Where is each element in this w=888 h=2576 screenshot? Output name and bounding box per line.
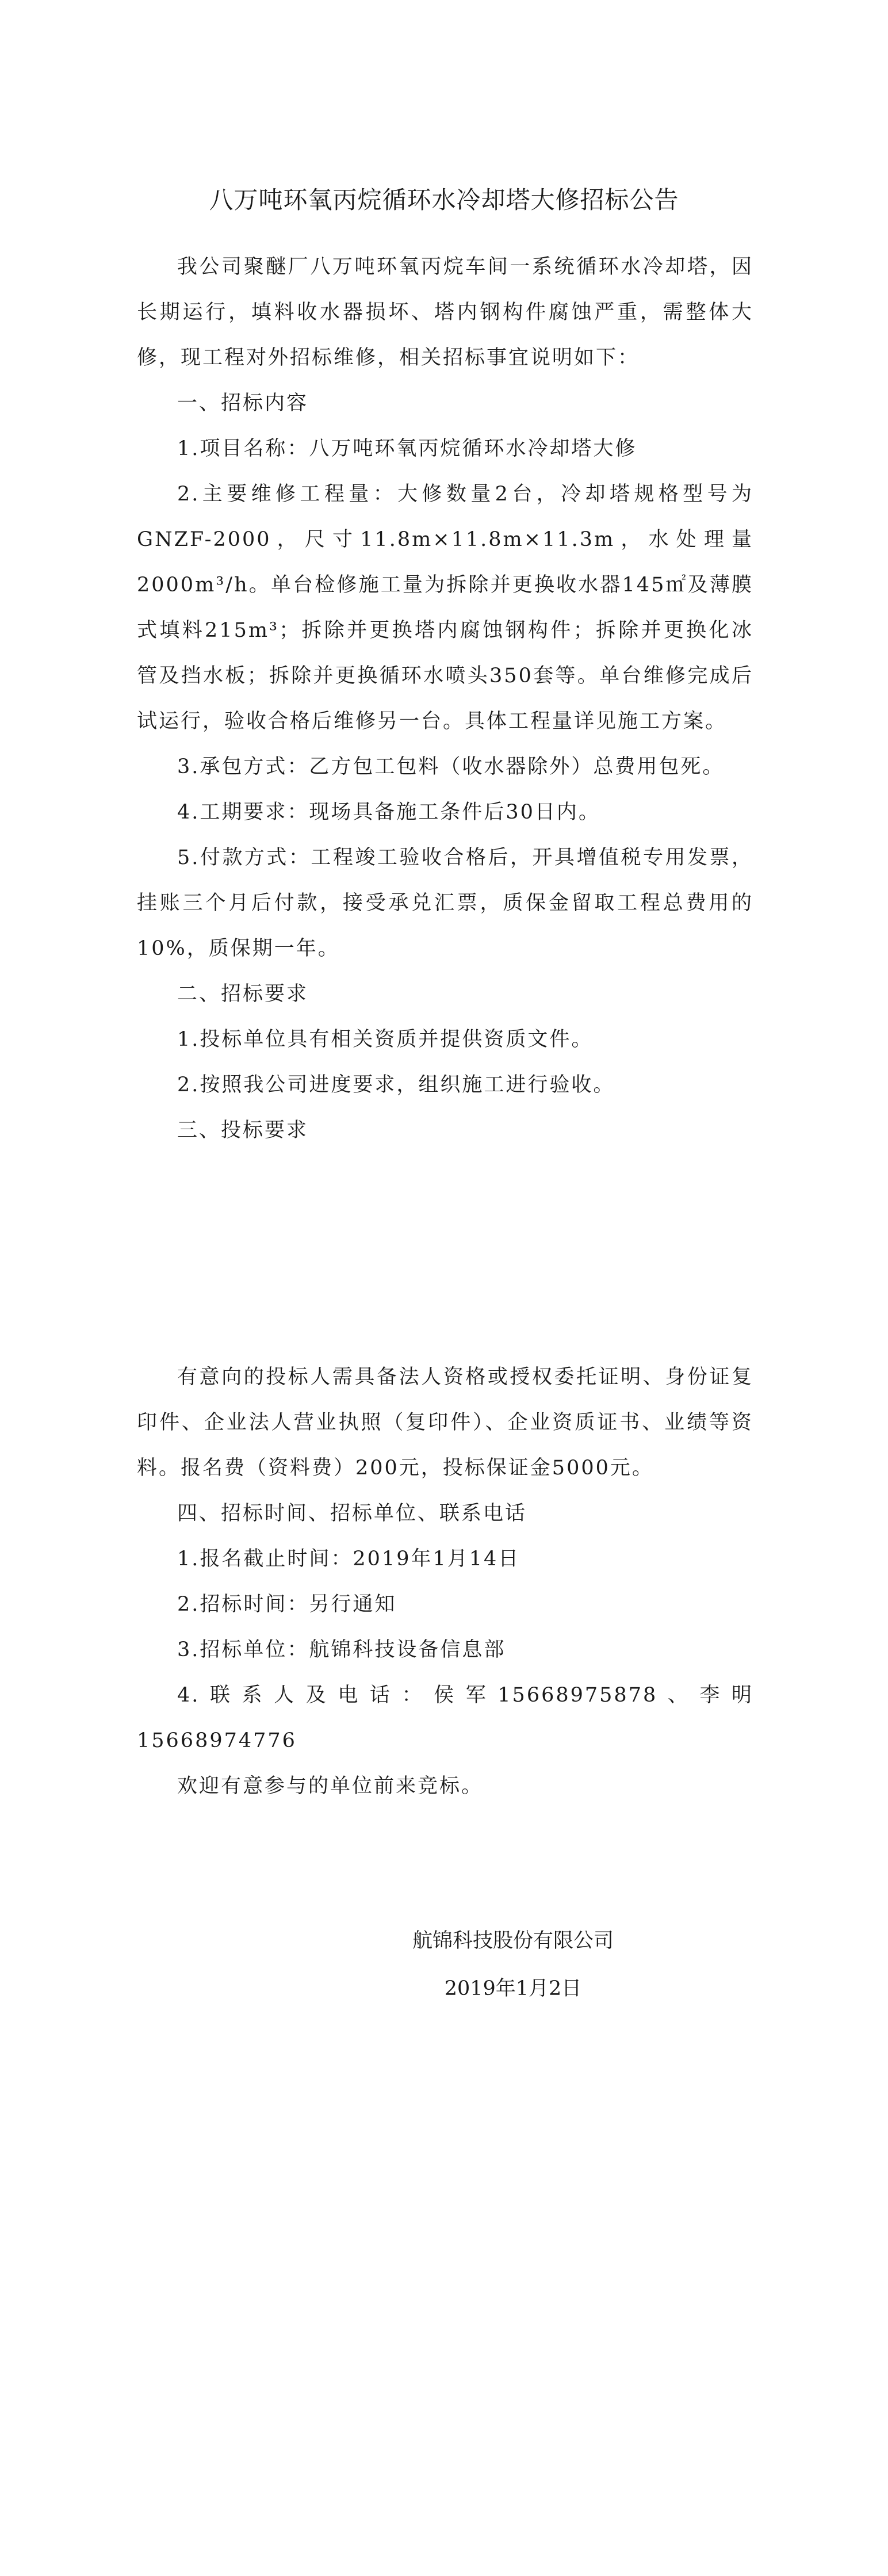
item-payment: 5.付款方式：工程竣工验收合格后，开具增值税专用发票，挂账三个月后付款，接受承兑汇票，质保金留取工程总费用的10%，质保期一年。 bbox=[137, 846, 753, 960]
document-body-part2 bbox=[137, 1355, 753, 1809]
bidder-documents-paragraph: 有意向的投标人需具备法人资格或授权委托证明、身份证复印件、企业法人营业执照（复印件）、企业资质证书、业绩等资料。报名费（资料费）200元，投标保证金5000元。 bbox=[137, 1366, 753, 1480]
document-title: 八万吨环氧丙烷循环水冷却塔大修招标公告 bbox=[209, 186, 679, 214]
item-schedule: 4.工期要求：现场具备施工条件后30日内。 bbox=[177, 801, 600, 824]
section-heading-bid-content: 一、招标内容 bbox=[177, 392, 309, 415]
item-contacts: 4.联系人及电话：侯军15668975878、李明15668974776 bbox=[137, 1684, 753, 1752]
document-body-part1 bbox=[137, 244, 753, 1153]
closing-paragraph: 欢迎有意参与的单位前来竞标。 bbox=[177, 1775, 484, 1798]
item-bid-time: 2.招标时间：另行通知 bbox=[177, 1593, 397, 1616]
intro-paragraph: 我公司聚醚厂八万吨环氧丙烷车间一系统循环水冷却塔，因长期运行，填料收水器损坏、塔内钢构件腐蚀严重，需整体大修，现工程对外招标维修，相关招标事宜说明如下： bbox=[137, 255, 753, 369]
section-heading-time-unit-phone: 四、招标时间、招标单位、联系电话 bbox=[177, 1502, 527, 1525]
item-bid-unit: 3.招标单位：航锦科技设备信息部 bbox=[177, 1638, 506, 1661]
item-qualification: 1.投标单位具有相关资质并提供资质文件。 bbox=[177, 1028, 594, 1051]
item-progress: 2.按照我公司进度要求，组织施工进行验收。 bbox=[177, 1073, 615, 1096]
signature-company: 航锦科技股份有限公司 bbox=[412, 1929, 614, 1952]
item-workload: 2.主要维修工程量：大修数量2台，冷却塔规格型号为GNZF-2000，尺寸11.8m×11.8m×11.3m，水处理量2000m³/h。单台检修施工量为拆除并更换收水器145㎡及薄膜式填料215m³；拆除并更换塔内腐蚀钢构件；拆除并更换化冰管及挡水板；拆除并更换循环水喷头350套等。单台维修完成后试运行，验收合格后维修另一台。具体工程量详见施工方案。 bbox=[137, 483, 753, 733]
item-project-name: 1.项目名称：八万吨环氧丙烷循环水冷却塔大修 bbox=[177, 437, 637, 460]
item-registration-deadline: 1.报名截止时间：2019年1月14日 bbox=[177, 1547, 520, 1570]
item-contract-method: 3.承包方式：乙方包工包料（收水器除外）总费用包死。 bbox=[177, 755, 725, 778]
section-heading-bid-requirements: 二、招标要求 bbox=[177, 983, 309, 1006]
signature-date: 2019年1月2日 bbox=[444, 1977, 582, 2000]
section-heading-bidding-requirements: 三、投标要求 bbox=[177, 1119, 309, 1142]
